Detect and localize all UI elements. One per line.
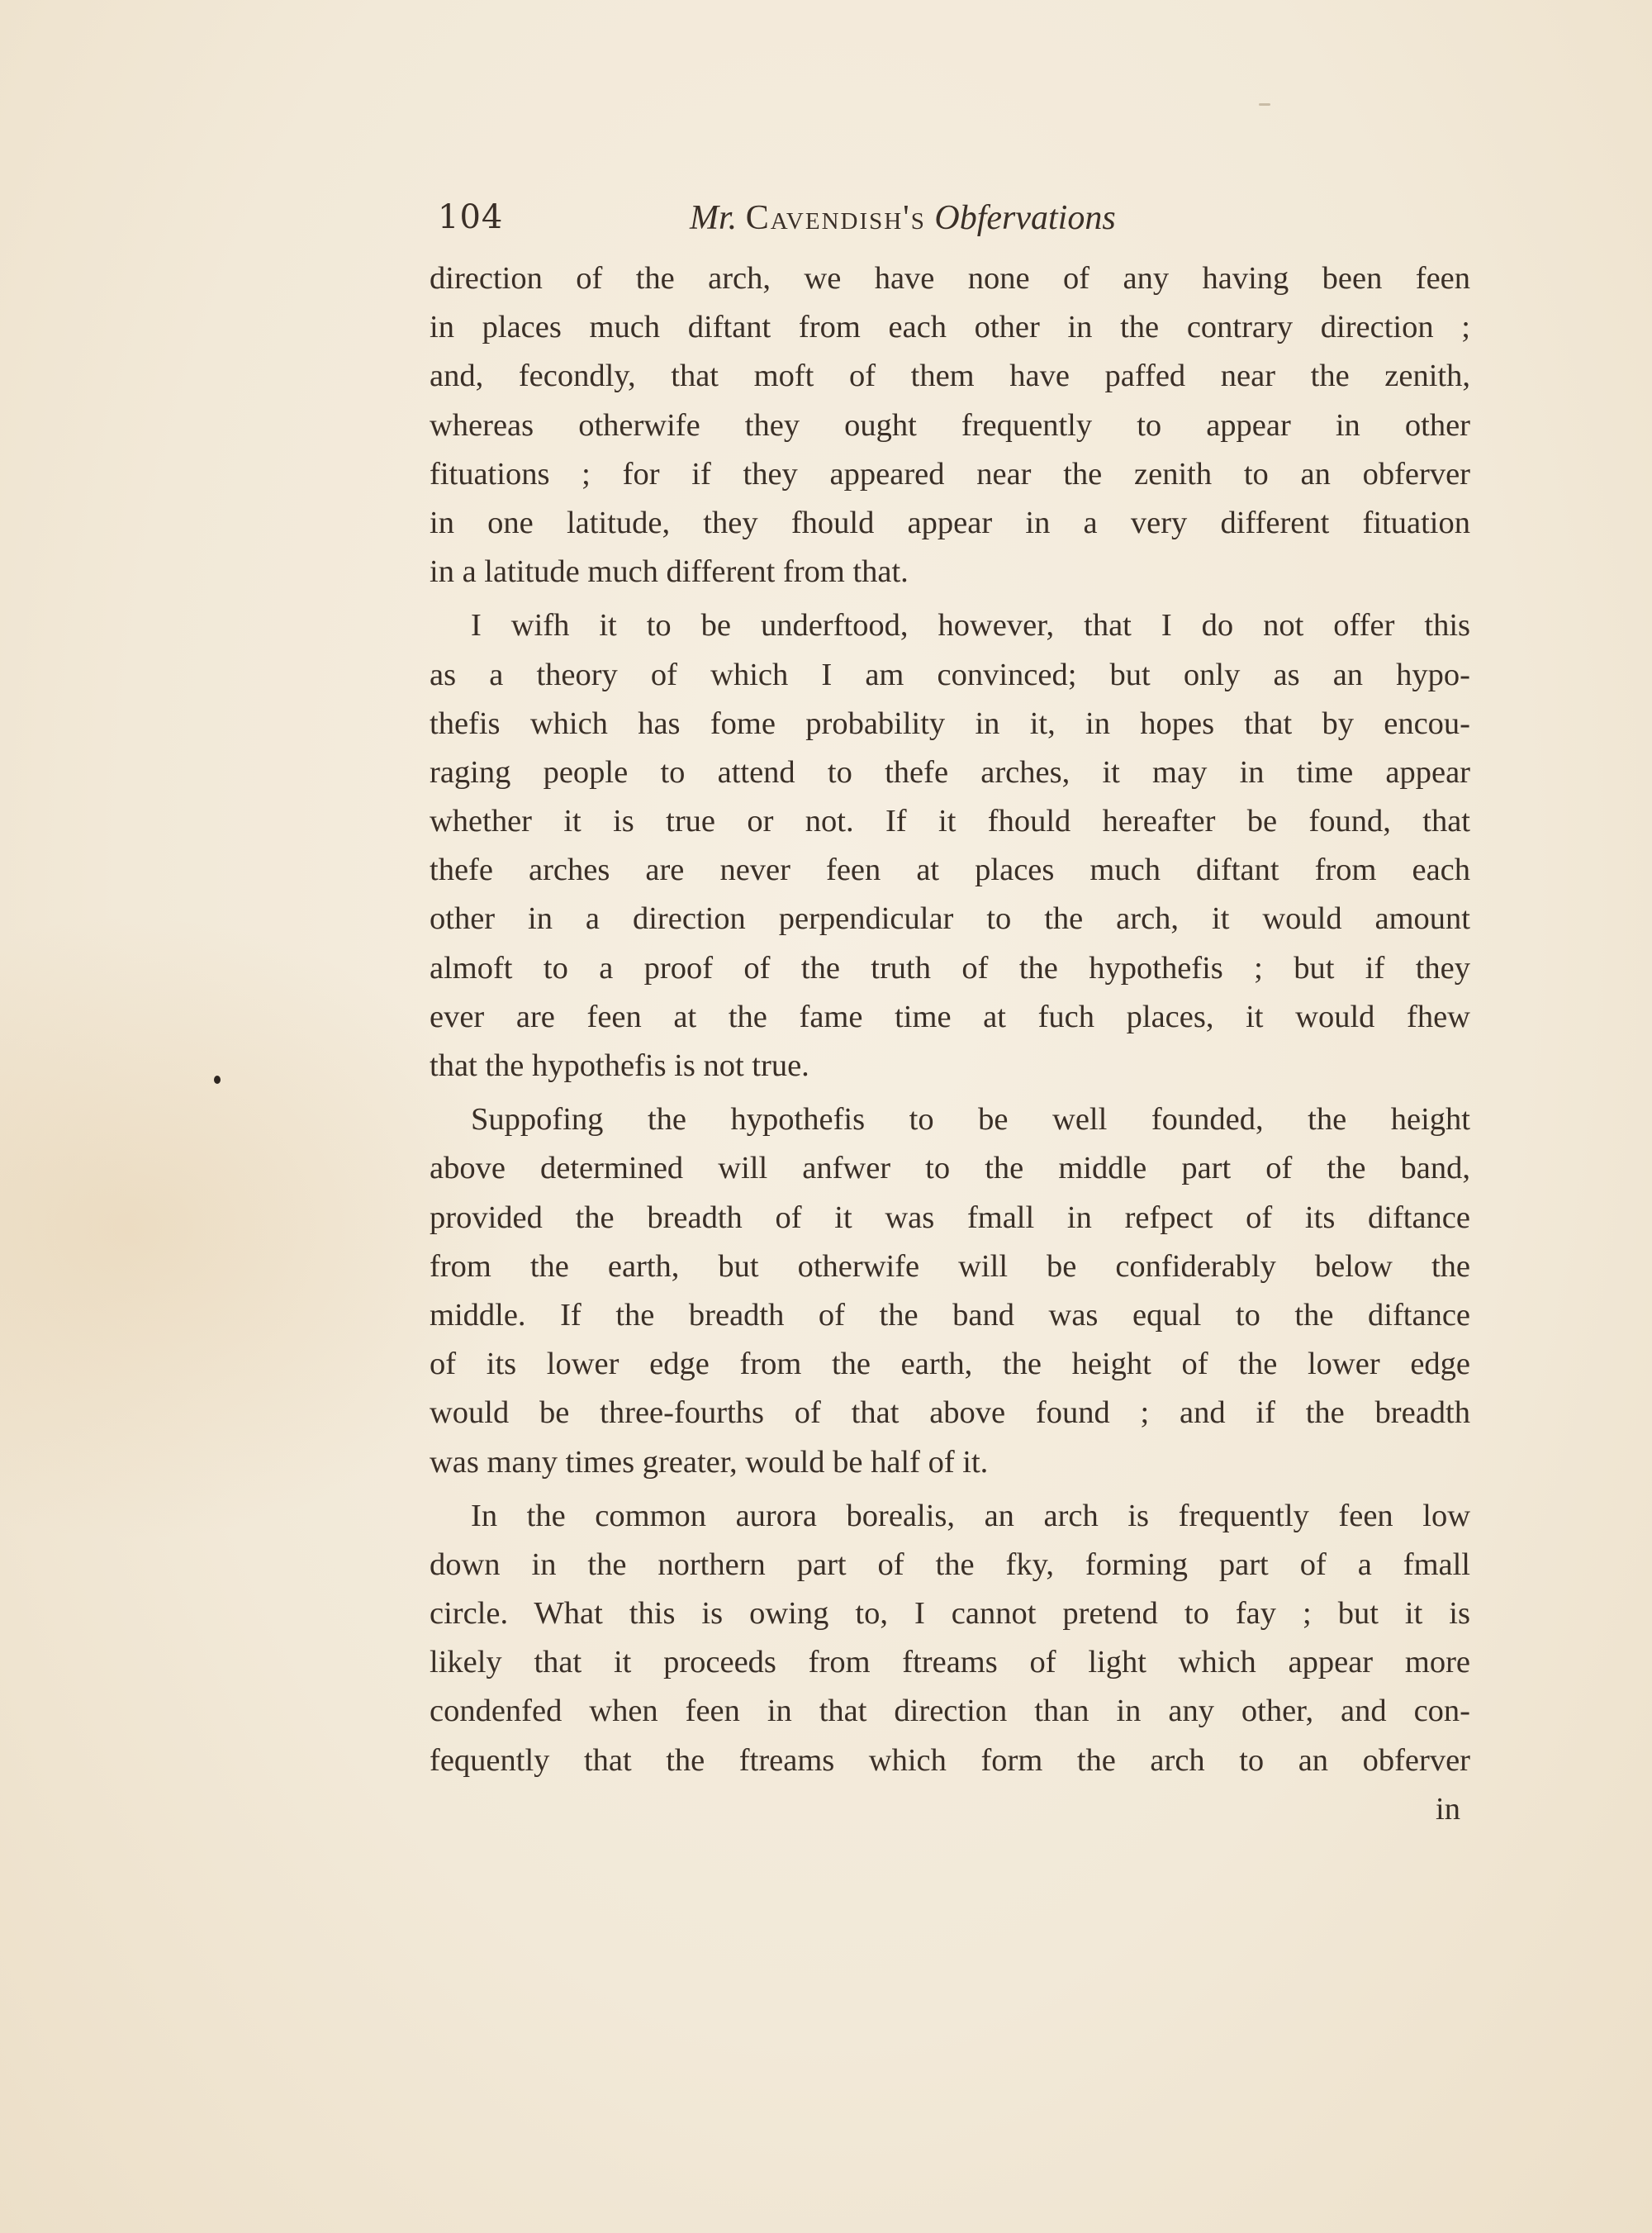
text-line: I wifh it to be underftood, however, that I do not offer this: [471, 608, 1470, 644]
text-line: in one latitude, they fhould appear in a very different fituation: [430, 505, 1470, 540]
text-line: ever are feen at the fame time at fuch places, it would fhew: [430, 999, 1470, 1034]
text-line: from the earth, but otherwife will be confiderably below the: [430, 1248, 1470, 1284]
running-title-obs: Obfervations: [934, 199, 1116, 237]
running-title-name: Cavendish's: [745, 199, 926, 237]
text-line: was many times greater, would be half of it.: [430, 1444, 989, 1480]
text-line: thefis which has fome probability in it, in hopes that by encou-: [430, 706, 1470, 741]
text-line: and, fecondly, that moft of them have paffed near the zenith,: [430, 359, 1470, 394]
text-line: above determined will anfwer to the middle part of the band,: [430, 1151, 1470, 1186]
text-line: whereas otherwife they ought frequently to appear in other: [430, 407, 1470, 443]
text-line: whether it is true or not. If it fhould hereafter be found, that: [430, 804, 1470, 839]
running-title: [690, 198, 1116, 238]
text-line: fituations ; for if they appeared near the zenith to an obferver: [430, 456, 1470, 492]
catchword: in: [1436, 1792, 1460, 1827]
text-line: condenfed when feen in that direction than in any other, and con-: [430, 1694, 1470, 1729]
text-line: middle. If the breadth of the band was equal to the diftance: [430, 1297, 1470, 1333]
text-line: thefe arches are never feen at places much diftant from each: [430, 853, 1470, 888]
text-line: raging people to attend to thefe arches, it may in time appear: [430, 754, 1470, 790]
text-line: fequently that the ftreams which form the arch to an obferver: [430, 1742, 1470, 1778]
text-line: almoft to a proof of the truth of the hypothefis ; but if they: [430, 950, 1470, 986]
text-line: in places much diftant from each other in the contrary direction ;: [430, 310, 1470, 345]
text-line: provided the breadth of it was fmall in refpect of its diftance: [430, 1200, 1470, 1235]
text-line: would be three-fourths of that above found ; and if the breadth: [430, 1395, 1470, 1431]
text-line: that the hypothefis is not true.: [430, 1048, 809, 1083]
running-title-mr: Mr.: [690, 199, 738, 237]
text-line: as a theory of which I am convinced; but only as an hypo-: [430, 657, 1470, 692]
text-line: down in the northern part of the fky, forming part of a fmall: [430, 1546, 1470, 1582]
text-line: direction of the arch, we have none of any having been feen: [430, 261, 1470, 296]
text-line: Suppofing the hypothefis to be well founded, the height: [471, 1102, 1470, 1138]
text-line: of its lower edge from the earth, the height of the lower edge: [430, 1347, 1470, 1382]
text-line: In the common aurora borealis, an arch is frequently feen low: [471, 1498, 1470, 1533]
page-number: 104: [438, 198, 504, 236]
text-line: circle. What this is owing to, I cannot pretend to fay ; but it is: [430, 1596, 1470, 1632]
ink-spot: [214, 1076, 221, 1084]
text-line: in a latitude much different from that.: [430, 554, 909, 590]
page-header: [434, 198, 1466, 248]
text-line: other in a direction perpendicular to the arch, it would amount: [430, 901, 1470, 937]
text-line: likely that it proceeds from ftreams of light which appear more: [430, 1645, 1470, 1680]
body-text: [430, 254, 1470, 1785]
paper-mark: [1259, 103, 1270, 106]
